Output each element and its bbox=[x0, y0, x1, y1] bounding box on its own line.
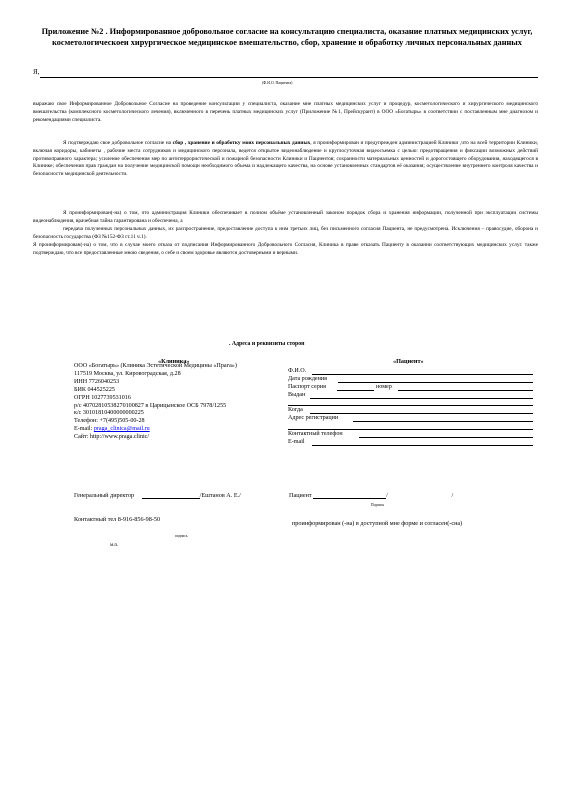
clinic-requisites bbox=[74, 363, 282, 442]
patient-series-line bbox=[337, 390, 374, 391]
clinic-heading: «Клиника» bbox=[158, 358, 190, 365]
paragraph-2-text-b: , я проинформирован и предупрежден администрацией Клиники ,что на всей территории Клиники, включая коридоры, кабинеты , рабочие места сотрудников и медицинского персонала, ведется открытое видеонаблюдение и круглосуточная видеосъемка с целью: предотвращения и фиксации возможных действий противоправного характера; усиление обеспечения мер по антитеррористической и пожарной безопасности Клиники и Пациентов; сохранности материальных ценностей и дорогостоящего оборудования, находящегося в Клинике; обеспечения прав граждан на получение медицинской помощи необходимого объема и надлежащего качества, на основе установленных стандартов её оказания; осуществление внутреннего контроля качества и безопасности медицинской деятельности. bbox=[33, 140, 538, 178]
clinic-address: 117519 Москва, ул. Кировоградская, д.28 bbox=[74, 370, 181, 377]
document-title: Приложение №2 . Информированное добровольное согласие на консультацию специалиста, оказание платных медицинских услуг, косметологическоеи хирургическое медицинское вмешательство, сбор, хранение и обработку личных персональных данных bbox=[41, 27, 533, 47]
stamp-placeholder: м.п. bbox=[110, 543, 119, 548]
clinic-bik: БИК 044525225 bbox=[74, 386, 115, 393]
patient-sign-label: Пациент bbox=[289, 492, 312, 499]
director-label: Генеральный директор bbox=[74, 492, 135, 499]
patient-issued-line bbox=[310, 398, 533, 399]
paragraph-2 bbox=[33, 140, 538, 179]
patient-address-field[interactable] bbox=[288, 415, 535, 423]
fio-row bbox=[33, 68, 538, 76]
patient-address-label: Адрес регистрации bbox=[288, 415, 339, 422]
patient-birth-line bbox=[338, 382, 533, 383]
paragraph-2-bold: сбор , хранение и обработку моих персональных данных bbox=[172, 140, 311, 146]
fio-prefix: Я, bbox=[33, 68, 40, 76]
clinic-account: р/с 40702810538270100827 в Царицынское ОСБ 7978/1255 bbox=[74, 402, 227, 409]
patient-issued-label: Выдан bbox=[288, 391, 306, 398]
clinic-corr-account: к/с 30101810400000000225 bbox=[74, 410, 144, 417]
patient-address-line-2 bbox=[288, 429, 533, 430]
paragraph-3: Я проинформирован(-на) о том, что администрация Клиники обеспечивает в полном объёме установленный законом порядок сбора и хранения информации, полученной при эксплуатации системы видеонаблюдения, врачебная тайна гарантирована и обеспечена, а bbox=[33, 210, 538, 224]
fio-input-line[interactable] bbox=[40, 77, 538, 78]
stamp-signature-hint: подпись bbox=[175, 534, 188, 538]
patient-issued-line-2 bbox=[288, 405, 533, 406]
patient-phone-line bbox=[359, 437, 533, 438]
patient-fio-label: Ф.И.О. bbox=[288, 368, 307, 374]
patient-issued-field-2[interactable] bbox=[288, 400, 535, 408]
patient-signature bbox=[289, 492, 453, 499]
patient-when-field[interactable] bbox=[288, 407, 535, 415]
clinic-email-link[interactable]: praga_clinica@mail.ru bbox=[93, 426, 150, 433]
director-signature bbox=[74, 492, 241, 499]
director-name: /Ештанов А. Е./ bbox=[199, 492, 241, 499]
clinic-ogrn: ОГРН 1027739531016 bbox=[74, 394, 131, 401]
patient-sign-slash-2: / bbox=[451, 492, 454, 499]
clinic-inn: ИНН 7726040253 bbox=[74, 378, 120, 385]
paragraph-4: передача полученных персональных данных, их распространение, предоставление доступа к ним третьих лиц, без письменного согласия Пациента, не предусмотрена. Исключения – правосудие, оборона и безопасность государства (ФЗ №152-ФЗ ст.11 ч.1). bbox=[33, 226, 538, 240]
director-signature-line[interactable] bbox=[142, 492, 200, 499]
patient-birth-field[interactable] bbox=[288, 376, 535, 384]
paragraph-1: выражаю свое Информированное Добровольное Согласие на проведение консультации у специалиста, оказание мне платных медицинских услуг и процедур, косметологического и хирургического медицинского вмешательства (комплексного косметологического лечения), включенного в перечень платных медицинских услуг (Приложение №1, Прейскурант) в ООО «Богатырь» в соответствии с поставленным мне диагнозом и рекомендациями специалиста. bbox=[33, 101, 538, 123]
fio-hint: (Ф.И.О. Пациента) bbox=[262, 81, 293, 85]
clinic-site[interactable]: Сайт: http://www.praga.clinic/ bbox=[74, 434, 150, 441]
patient-number-line bbox=[398, 390, 533, 391]
patient-email-line bbox=[312, 445, 533, 446]
patient-fio-field[interactable] bbox=[288, 368, 535, 376]
clinic-email-row bbox=[74, 426, 282, 434]
patient-issued-field[interactable] bbox=[288, 392, 535, 400]
clinic-phone: Телефон: +7(495)505-00-28 bbox=[74, 418, 145, 425]
patient-address-line bbox=[353, 421, 533, 422]
paragraph-2-text-a: Я подтверждаю свое добровольное согласие на bbox=[63, 140, 172, 146]
patient-email-field[interactable] bbox=[288, 439, 535, 447]
requisites-title: . Адреса и реквизиты сторон bbox=[229, 341, 305, 347]
patient-phone-label: Контактный телефон bbox=[288, 431, 343, 438]
paragraph-5: Я проинформирован(-на) о том, что в случае моего отказа от подписания Информированного Добровольного Согласия, Клиника в праве отказать Пациенту в оказании соответствующих медицинских услуг. также подтверждаю, что все предоставленные мною сведения, о себе и своем здоровье являются достоверными и верными. bbox=[33, 242, 538, 256]
patient-passport-series-label: Паспорт серия bbox=[288, 383, 326, 390]
clinic-name: ООО «Богатырь» (Клиника Эстетической Медицины «Прага») bbox=[74, 363, 237, 369]
patient-signature-line[interactable] bbox=[313, 492, 386, 499]
patient-passport-number-label: номер bbox=[376, 383, 392, 390]
patient-requisites bbox=[288, 368, 535, 447]
patient-when-line bbox=[310, 413, 533, 414]
patient-fio-line bbox=[312, 374, 533, 375]
signature-hint: Подпись bbox=[371, 503, 385, 507]
clinic-email-label: E-mail: bbox=[74, 426, 93, 433]
patient-passport-field[interactable] bbox=[288, 384, 535, 392]
clinic-contact-phone: Контактный тел 8-916-856-98-50 bbox=[74, 516, 161, 523]
patient-address-field-2[interactable] bbox=[288, 423, 535, 431]
patient-when-label: Когда bbox=[288, 407, 303, 414]
patient-birth-label: Дата рождения bbox=[288, 375, 327, 382]
patient-email-label: E-mail bbox=[288, 439, 305, 446]
patient-sign-slash-1: / bbox=[386, 492, 388, 499]
patient-informed-statement: проинформирован (-на) в доступной мне форме и согласен(-сна) bbox=[292, 520, 463, 527]
patient-phone-field[interactable] bbox=[288, 431, 535, 439]
patient-heading: «Пациент» bbox=[393, 358, 424, 365]
